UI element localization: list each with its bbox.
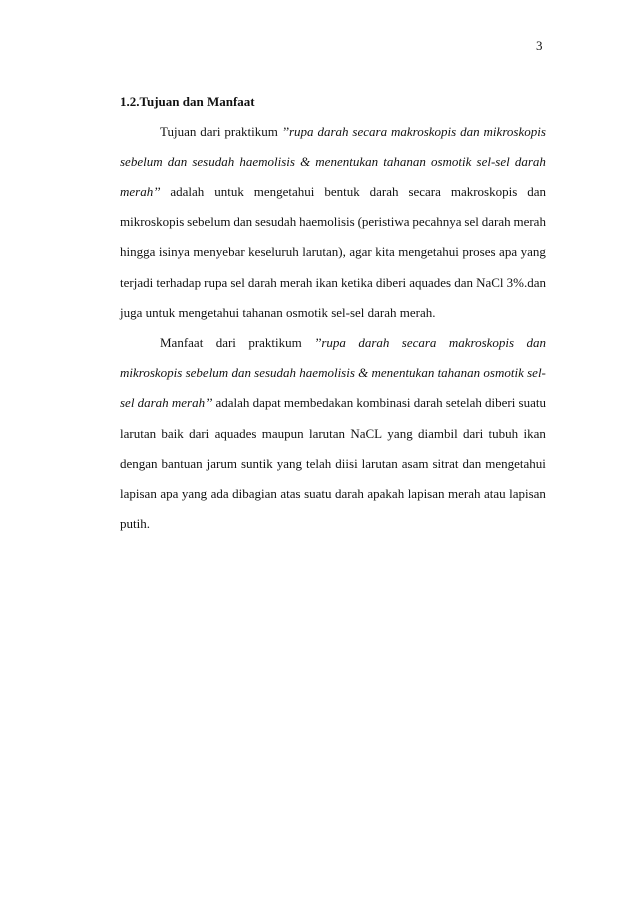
text-word: lapisan bbox=[509, 486, 546, 501]
text-word: haemolisis bbox=[299, 365, 355, 380]
paragraph-1-line bbox=[120, 244, 546, 260]
text-word: ada bbox=[210, 486, 229, 501]
text-word: merah’’ bbox=[171, 395, 213, 410]
text-word: dari bbox=[463, 426, 484, 441]
text-word: tahanan bbox=[437, 365, 481, 380]
text-word: diisi bbox=[335, 456, 358, 471]
text-word: sebelum bbox=[187, 214, 231, 229]
text-word: merah bbox=[448, 486, 481, 501]
text-word: dan bbox=[231, 365, 251, 380]
text-word: juga untuk mengetahui tahanan osmotik sel-sel darah merah. bbox=[120, 305, 436, 320]
text-word: apa bbox=[160, 486, 179, 501]
paragraph-2-line bbox=[120, 426, 546, 442]
text-word: hingga bbox=[120, 244, 156, 259]
text-word: putih. bbox=[120, 516, 150, 531]
text-word: ketika bbox=[340, 275, 373, 290]
text-word: merah bbox=[279, 275, 313, 290]
text-word: dan bbox=[526, 335, 546, 350]
text-word: yang bbox=[387, 426, 413, 441]
paragraph-1-line bbox=[120, 154, 546, 170]
text-word: membedakan bbox=[283, 395, 354, 410]
text-word: sesudah bbox=[255, 214, 297, 229]
text-word: baik bbox=[161, 426, 184, 441]
text-word: NaCL bbox=[350, 426, 383, 441]
text-word: agar bbox=[349, 244, 372, 259]
text-word: ikan bbox=[315, 275, 338, 290]
text-word: terhadap bbox=[156, 275, 202, 290]
text-word: sel bbox=[120, 395, 135, 410]
text-word: keseluruh bbox=[248, 244, 299, 259]
text-word: suatu bbox=[518, 395, 546, 410]
text-word: aquades bbox=[214, 426, 257, 441]
text-word: mikroskopis bbox=[120, 365, 183, 380]
paragraph-1-line bbox=[160, 124, 546, 140]
text-word: kombinasi bbox=[356, 395, 411, 410]
text-word: atas bbox=[280, 486, 301, 501]
text-word: Manfaat bbox=[160, 335, 204, 350]
text-word: tahanan bbox=[383, 154, 426, 169]
text-word: haemolisis bbox=[239, 154, 295, 169]
text-word: larutan), bbox=[302, 244, 346, 259]
text-word: praktikum bbox=[248, 335, 302, 350]
text-word: darah bbox=[481, 214, 511, 229]
text-word: menyebar bbox=[193, 244, 245, 259]
text-word: merah’’ bbox=[120, 184, 161, 199]
text-word: lapisan bbox=[120, 486, 157, 501]
text-word: dan bbox=[460, 124, 480, 139]
text-word: secara bbox=[352, 124, 388, 139]
text-word: darah bbox=[247, 275, 277, 290]
text-word: dapat bbox=[252, 395, 281, 410]
text-word: suntik bbox=[240, 456, 273, 471]
paragraph-1-line bbox=[120, 184, 546, 200]
text-word: dan bbox=[233, 214, 253, 229]
text-word: ’’rupa bbox=[314, 335, 346, 350]
text-word: diberi bbox=[375, 275, 407, 290]
text-word: ikan bbox=[523, 426, 546, 441]
text-word: maupun bbox=[261, 426, 304, 441]
paragraph-2-line bbox=[120, 365, 546, 381]
text-word: untuk bbox=[214, 184, 244, 199]
text-word: tubuh bbox=[488, 426, 519, 441]
text-word: & bbox=[358, 365, 369, 380]
text-word: terjadi bbox=[120, 275, 154, 290]
text-word: sebelum bbox=[120, 154, 163, 169]
text-word: mengetahui bbox=[253, 184, 315, 199]
text-word: kita bbox=[375, 244, 395, 259]
text-word: darah bbox=[369, 184, 399, 199]
text-word: bantuan bbox=[161, 456, 203, 471]
paragraph-2-line bbox=[120, 456, 546, 472]
text-word: adalah bbox=[215, 395, 250, 410]
text-word: asam bbox=[401, 456, 429, 471]
text-word: dan bbox=[454, 275, 473, 290]
paragraph-2-line bbox=[120, 395, 546, 411]
text-word: telah bbox=[306, 456, 332, 471]
text-word: atau bbox=[483, 486, 506, 501]
text-word: apakah bbox=[367, 486, 405, 501]
text-word: Tujuan bbox=[160, 124, 197, 139]
text-word: proses bbox=[462, 244, 496, 259]
text-word: lapisan bbox=[407, 486, 445, 501]
paragraph-2-line bbox=[120, 516, 546, 532]
paragraph-2-line bbox=[120, 486, 546, 502]
text-word: larutan bbox=[120, 426, 157, 441]
text-word: mengetahui bbox=[485, 456, 546, 471]
section-heading: 1.2.Tujuan dan Manfaat bbox=[120, 94, 255, 109]
paragraph-2-line bbox=[160, 335, 546, 351]
text-word: dari bbox=[200, 124, 221, 139]
text-word: makroskopis bbox=[448, 335, 515, 350]
text-word: osmotik bbox=[430, 154, 472, 169]
text-word: bentuk bbox=[324, 184, 360, 199]
text-word: osmotik bbox=[483, 365, 524, 380]
text-word: NaCl bbox=[476, 275, 504, 290]
text-word: adalah bbox=[170, 184, 205, 199]
text-word: setelah bbox=[445, 395, 482, 410]
paragraph-1-line bbox=[120, 275, 546, 291]
text-word: larutan bbox=[308, 426, 346, 441]
text-word: menentukan bbox=[371, 365, 435, 380]
page-number: 3 bbox=[536, 38, 543, 53]
text-word: yang bbox=[520, 244, 546, 259]
text-word: dan bbox=[462, 456, 482, 471]
text-word: dengan bbox=[120, 456, 158, 471]
text-word: isinya bbox=[158, 244, 190, 259]
text-word: 3%.dan bbox=[506, 275, 546, 290]
text-word: ’’rupa bbox=[281, 124, 314, 139]
text-word: larutan bbox=[361, 456, 398, 471]
text-word: sitrat bbox=[432, 456, 459, 471]
text-word: dibagian bbox=[232, 486, 277, 501]
text-word: rupa bbox=[204, 275, 228, 290]
text-word: makroskopis bbox=[450, 184, 518, 199]
text-word: sesudah bbox=[192, 154, 235, 169]
text-word: sel bbox=[230, 275, 245, 290]
text-word: pecahnya bbox=[412, 214, 462, 229]
text-word: yang bbox=[276, 456, 303, 471]
text-word: mikroskopis bbox=[120, 214, 185, 229]
text-word: sel- bbox=[527, 365, 546, 380]
text-word: mikroskopis bbox=[483, 124, 546, 139]
text-word: sebelum bbox=[185, 365, 229, 380]
text-word: dan bbox=[527, 184, 546, 199]
text-word: diberi bbox=[485, 395, 516, 410]
text-word: darah bbox=[137, 395, 169, 410]
text-word: menentukan bbox=[315, 154, 379, 169]
text-word: sel-sel bbox=[476, 154, 510, 169]
text-word: & bbox=[300, 154, 311, 169]
text-word: jarum bbox=[206, 456, 237, 471]
text-word: aquades bbox=[409, 275, 452, 290]
paragraph-1-line bbox=[120, 305, 546, 321]
text-word: sel bbox=[464, 214, 479, 229]
text-word: (peristiwa bbox=[357, 214, 410, 229]
text-word: darah bbox=[358, 335, 390, 350]
text-word: secara bbox=[401, 335, 437, 350]
text-word: suatu bbox=[304, 486, 332, 501]
text-word: apa bbox=[499, 244, 518, 259]
text-word: yang bbox=[181, 486, 208, 501]
text-word: mengetahui bbox=[398, 244, 459, 259]
text-word: haemolisis bbox=[299, 214, 355, 229]
text-word: darah bbox=[335, 486, 364, 501]
text-word: darah bbox=[514, 154, 546, 169]
text-word: merah bbox=[513, 214, 546, 229]
text-word: dan bbox=[167, 154, 188, 169]
text-word: praktikum bbox=[224, 124, 278, 139]
text-word: darah bbox=[413, 395, 443, 410]
text-word: diambil bbox=[418, 426, 458, 441]
text-word: secara bbox=[408, 184, 441, 199]
text-word: makroskopis bbox=[390, 124, 457, 139]
text-word: darah bbox=[317, 124, 349, 139]
text-word: dari bbox=[189, 426, 210, 441]
paragraph-1-line bbox=[120, 214, 546, 230]
text-word: dari bbox=[215, 335, 236, 350]
text-word: sesudah bbox=[254, 365, 297, 380]
